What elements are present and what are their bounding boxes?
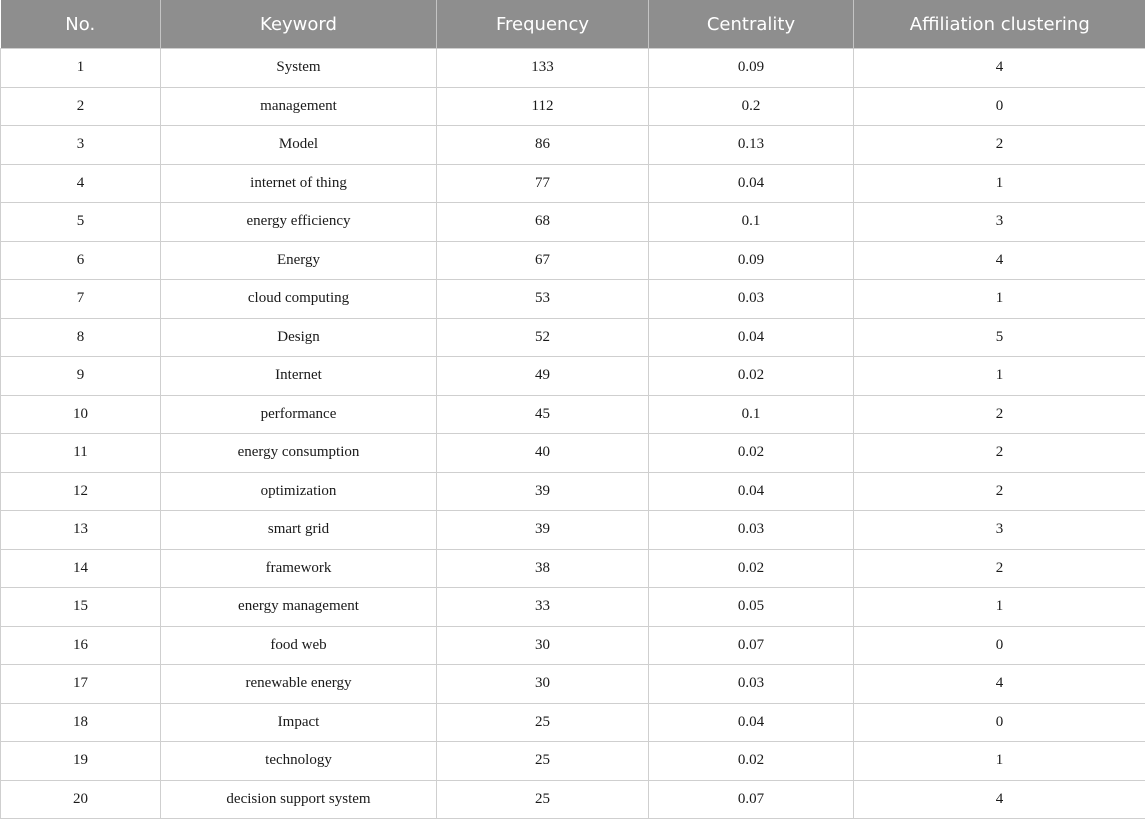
table-row xyxy=(1,549,1145,588)
cell-centrality: 0.02 xyxy=(649,357,854,396)
cell-affiliation-clustering: 1 xyxy=(854,164,1145,203)
cell-affiliation-clustering: 2 xyxy=(854,549,1145,588)
cell-affiliation-clustering: 3 xyxy=(854,203,1145,242)
cell-keyword: System xyxy=(161,49,437,88)
cell-no: 20 xyxy=(1,780,161,819)
cell-centrality: 0.02 xyxy=(649,549,854,588)
cell-no: 12 xyxy=(1,472,161,511)
cell-no: 19 xyxy=(1,742,161,781)
cell-centrality: 0.1 xyxy=(649,203,854,242)
cell-centrality: 0.05 xyxy=(649,588,854,627)
cell-frequency: 45 xyxy=(437,395,649,434)
cell-frequency: 67 xyxy=(437,241,649,280)
cell-frequency: 68 xyxy=(437,203,649,242)
cell-centrality: 0.09 xyxy=(649,49,854,88)
cell-affiliation-clustering: 0 xyxy=(854,87,1145,126)
table-row xyxy=(1,164,1145,203)
table-row xyxy=(1,203,1145,242)
cell-centrality: 0.1 xyxy=(649,395,854,434)
table-row xyxy=(1,434,1145,473)
cell-keyword: technology xyxy=(161,742,437,781)
cell-affiliation-clustering: 2 xyxy=(854,126,1145,165)
cell-affiliation-clustering: 4 xyxy=(854,665,1145,704)
cell-affiliation-clustering: 5 xyxy=(854,318,1145,357)
cell-no: 18 xyxy=(1,703,161,742)
cell-centrality: 0.03 xyxy=(649,280,854,319)
table-row xyxy=(1,626,1145,665)
cell-centrality: 0.07 xyxy=(649,626,854,665)
table-row xyxy=(1,588,1145,627)
cell-affiliation-clustering: 2 xyxy=(854,395,1145,434)
cell-no: 3 xyxy=(1,126,161,165)
cell-keyword: decision support system xyxy=(161,780,437,819)
cell-centrality: 0.13 xyxy=(649,126,854,165)
cell-no: 7 xyxy=(1,280,161,319)
cell-frequency: 25 xyxy=(437,703,649,742)
cell-no: 1 xyxy=(1,49,161,88)
cell-keyword: energy management xyxy=(161,588,437,627)
cell-centrality: 0.02 xyxy=(649,742,854,781)
cell-affiliation-clustering: 0 xyxy=(854,626,1145,665)
cell-frequency: 33 xyxy=(437,588,649,627)
cell-no: 13 xyxy=(1,511,161,550)
cell-keyword: food web xyxy=(161,626,437,665)
cell-affiliation-clustering: 1 xyxy=(854,357,1145,396)
cell-frequency: 133 xyxy=(437,49,649,88)
cell-affiliation-clustering: 3 xyxy=(854,511,1145,550)
cell-affiliation-clustering: 4 xyxy=(854,780,1145,819)
header-keyword: Keyword xyxy=(161,0,437,49)
cell-frequency: 112 xyxy=(437,87,649,126)
cell-keyword: management xyxy=(161,87,437,126)
cell-keyword: Design xyxy=(161,318,437,357)
cell-centrality: 0.09 xyxy=(649,241,854,280)
table-body xyxy=(1,49,1145,819)
cell-frequency: 39 xyxy=(437,511,649,550)
cell-no: 9 xyxy=(1,357,161,396)
cell-frequency: 25 xyxy=(437,780,649,819)
cell-affiliation-clustering: 1 xyxy=(854,280,1145,319)
cell-frequency: 40 xyxy=(437,434,649,473)
table-row xyxy=(1,703,1145,742)
cell-no: 16 xyxy=(1,626,161,665)
cell-no: 15 xyxy=(1,588,161,627)
cell-frequency: 25 xyxy=(437,742,649,781)
cell-no: 11 xyxy=(1,434,161,473)
cell-keyword: Model xyxy=(161,126,437,165)
table-row xyxy=(1,280,1145,319)
cell-keyword: Internet xyxy=(161,357,437,396)
cell-affiliation-clustering: 4 xyxy=(854,241,1145,280)
table-row xyxy=(1,742,1145,781)
table-row xyxy=(1,318,1145,357)
header-row xyxy=(1,0,1145,49)
cell-no: 8 xyxy=(1,318,161,357)
cell-keyword: Energy xyxy=(161,241,437,280)
cell-frequency: 30 xyxy=(437,626,649,665)
cell-keyword: cloud computing xyxy=(161,280,437,319)
table-row xyxy=(1,395,1145,434)
cell-affiliation-clustering: 1 xyxy=(854,588,1145,627)
table-row xyxy=(1,126,1145,165)
table-row xyxy=(1,241,1145,280)
cell-centrality: 0.04 xyxy=(649,318,854,357)
cell-centrality: 0.03 xyxy=(649,665,854,704)
cell-centrality: 0.03 xyxy=(649,511,854,550)
table-header xyxy=(1,0,1145,49)
cell-affiliation-clustering: 2 xyxy=(854,434,1145,473)
cell-no: 17 xyxy=(1,665,161,704)
cell-no: 5 xyxy=(1,203,161,242)
cell-frequency: 30 xyxy=(437,665,649,704)
cell-keyword: renewable energy xyxy=(161,665,437,704)
cell-keyword: energy efficiency xyxy=(161,203,437,242)
table-row xyxy=(1,472,1145,511)
cell-keyword: framework xyxy=(161,549,437,588)
cell-keyword: smart grid xyxy=(161,511,437,550)
header-no: No. xyxy=(1,0,161,49)
cell-affiliation-clustering: 4 xyxy=(854,49,1145,88)
cell-centrality: 0.04 xyxy=(649,703,854,742)
cell-no: 14 xyxy=(1,549,161,588)
cell-frequency: 38 xyxy=(437,549,649,588)
header-affiliation-clustering: Affiliation clustering xyxy=(854,0,1145,49)
cell-keyword: performance xyxy=(161,395,437,434)
table-row xyxy=(1,49,1145,88)
cell-centrality: 0.04 xyxy=(649,472,854,511)
cell-centrality: 0.04 xyxy=(649,164,854,203)
cell-keyword: optimization xyxy=(161,472,437,511)
cell-centrality: 0.07 xyxy=(649,780,854,819)
cell-keyword: Impact xyxy=(161,703,437,742)
table-row xyxy=(1,357,1145,396)
cell-frequency: 39 xyxy=(437,472,649,511)
table-row xyxy=(1,511,1145,550)
cell-frequency: 52 xyxy=(437,318,649,357)
table-row xyxy=(1,665,1145,704)
header-frequency: Frequency xyxy=(437,0,649,49)
cell-frequency: 77 xyxy=(437,164,649,203)
cell-keyword: internet of thing xyxy=(161,164,437,203)
cell-affiliation-clustering: 2 xyxy=(854,472,1145,511)
cell-no: 2 xyxy=(1,87,161,126)
cell-no: 10 xyxy=(1,395,161,434)
cell-affiliation-clustering: 0 xyxy=(854,703,1145,742)
cell-frequency: 53 xyxy=(437,280,649,319)
cell-centrality: 0.2 xyxy=(649,87,854,126)
cell-no: 4 xyxy=(1,164,161,203)
cell-centrality: 0.02 xyxy=(649,434,854,473)
cell-keyword: energy consumption xyxy=(161,434,437,473)
cell-frequency: 86 xyxy=(437,126,649,165)
cell-affiliation-clustering: 1 xyxy=(854,742,1145,781)
header-centrality: Centrality xyxy=(649,0,854,49)
cell-no: 6 xyxy=(1,241,161,280)
table-row xyxy=(1,87,1145,126)
cell-frequency: 49 xyxy=(437,357,649,396)
table-row xyxy=(1,780,1145,819)
